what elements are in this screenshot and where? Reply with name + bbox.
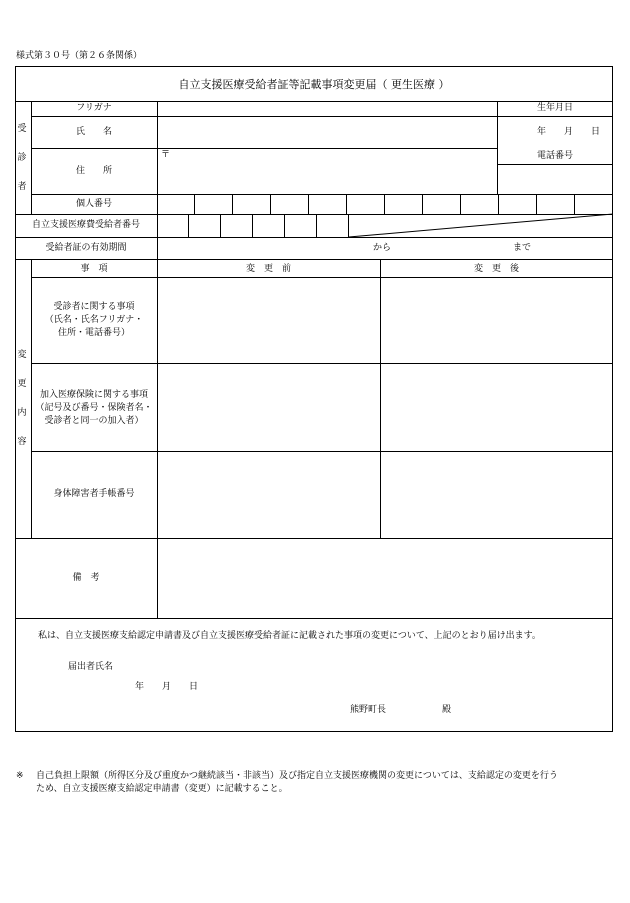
patient-group-char: 者	[17, 182, 27, 192]
change-before-input[interactable]	[158, 364, 379, 450]
furigana-input[interactable]	[158, 102, 496, 116]
remarks-label: 備 考	[72, 573, 100, 583]
form-number: 様式第３０号（第２６条関係）	[16, 51, 143, 61]
form-title: 自立支援医療受給者証等記載事項変更届（ 更生医療 ）	[178, 78, 450, 91]
change-after-input[interactable]	[381, 452, 612, 537]
change-row-label: 加入医療保険に関する事項 （記号及び番号・保険者名・ 受診者と同一の加入者）	[35, 390, 153, 426]
address-label: 住 所	[75, 166, 112, 176]
applicant-name-input[interactable]	[120, 658, 370, 674]
note-line: 自己負担上限額（所得区分及び重度かつ継続該当・非該当）及び指定自立支援医療機関の変更については、支給認定の変更を行う	[36, 771, 558, 781]
change-group-char: 内	[17, 408, 27, 418]
my-number-label: 個人番号	[75, 199, 112, 209]
furigana-label: フリガナ	[76, 103, 112, 113]
remarks-input[interactable]	[158, 539, 612, 617]
validity-to: まで	[513, 243, 532, 253]
validity-from: から	[373, 243, 392, 253]
change-row-label: 身体障害者手帳番号	[53, 489, 135, 499]
col-after-header: 変 更 後	[473, 264, 519, 274]
phone-input[interactable]	[498, 165, 612, 193]
name-label: 氏 名	[75, 127, 112, 137]
change-group-char: 更	[17, 379, 27, 389]
change-before-input[interactable]	[158, 452, 379, 537]
recipient-number-label: 自立支援医療費受給者番号	[31, 220, 140, 230]
postal-mark: 〒	[161, 150, 171, 160]
address-input[interactable]	[158, 149, 496, 193]
change-before-input[interactable]	[158, 278, 379, 362]
applicant-label: 届出者氏名	[68, 662, 114, 672]
name-input[interactable]	[158, 117, 496, 147]
change-after-input[interactable]	[381, 278, 612, 362]
phone-label: 電話番号	[536, 151, 573, 161]
addressee: 熊野町長	[350, 705, 387, 715]
note-line: ため、自立支援医療支給認定申請書（変更）に記載すること。	[36, 784, 288, 794]
patient-group-char: 診	[17, 153, 27, 163]
change-group-char: 容	[17, 437, 27, 447]
change-group-char: 変	[17, 350, 27, 360]
date-fields[interactable]: 年 月 日	[135, 682, 199, 692]
change-row-label: 受診者に関する事項 （氏名・氏名フリガナ・ 住所・電話番号）	[44, 302, 144, 338]
birthdate-fields[interactable]: 年 月 日	[537, 127, 601, 137]
declaration-text: 私は、自立支援医療支給認定申請書及び自立支援医療受給者証に記載された事項の変更について、上記のとおり届け出ます。	[38, 631, 541, 641]
patient-group-char: 受	[17, 124, 27, 134]
change-after-input[interactable]	[381, 364, 612, 450]
addressee-suffix: 殿	[442, 705, 452, 715]
birthdate-label: 生年月日	[536, 103, 573, 113]
validity-label: 受給者証の有効期間	[45, 243, 127, 253]
col-before-header: 変 更 前	[245, 264, 291, 274]
col-item-header: 事 項	[80, 264, 108, 274]
note-mark: ※	[16, 771, 24, 781]
